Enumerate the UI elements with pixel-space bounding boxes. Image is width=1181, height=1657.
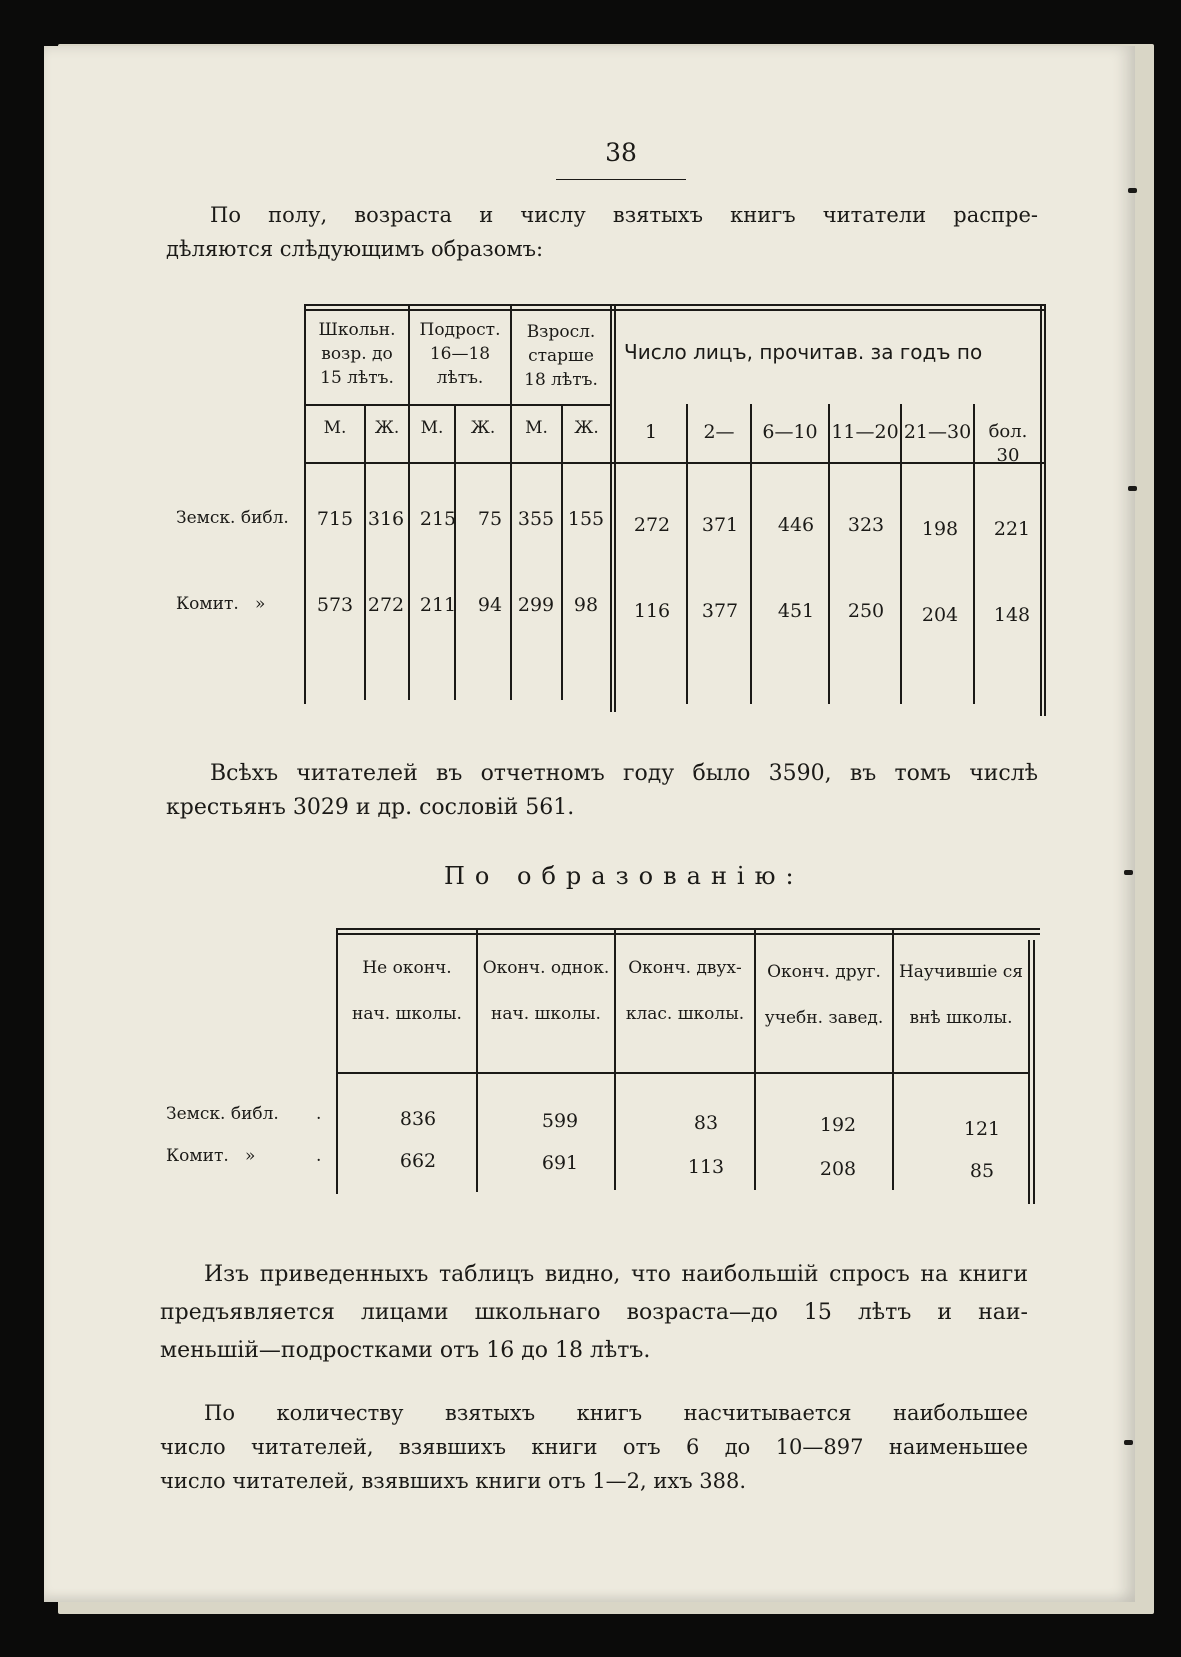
page-mark: [1124, 1440, 1133, 1445]
table-rule: [364, 404, 366, 700]
table-cell: 573: [316, 594, 354, 616]
total-line-2: крестьянъ 3029 и др. сословій 561.: [166, 795, 575, 820]
subheader-books: 11—20: [831, 421, 899, 443]
subheader-sex: Ж.: [574, 418, 599, 438]
table-cell: 599: [541, 1110, 579, 1132]
subheader-sex: Ж.: [470, 418, 496, 438]
edu-header-two-class: Оконч. двух- клас. школы.: [625, 958, 745, 1024]
row-label-committee: Комит. »: [166, 1146, 256, 1166]
table-rule: [750, 404, 752, 704]
edu-header-self-taught: Научившіе ся внѣ школы.: [898, 962, 1024, 1028]
table-rule: [336, 933, 1040, 935]
table-rule: [304, 462, 1044, 464]
table-cell: 198: [921, 518, 959, 540]
table-rule: [686, 404, 688, 704]
table-cell: 272: [633, 514, 671, 536]
table-cell: 836: [399, 1108, 437, 1130]
conclusion2-line-2: число читателей, взявшихъ книги отъ 6 до 10—897 наименьшее: [160, 1435, 1028, 1459]
table-rule: [454, 404, 456, 700]
subheader-books: бол. 30: [988, 421, 1028, 466]
table-cell: 446: [777, 514, 815, 536]
table-cell: 215: [419, 508, 457, 530]
table-rule: [828, 404, 830, 704]
table-cell: 323: [847, 514, 885, 536]
table-cell: 192: [819, 1114, 857, 1136]
table-cell: 148: [993, 604, 1031, 626]
table-cell: 377: [701, 600, 739, 622]
table-cell: 155: [567, 508, 605, 530]
conclusion1-line-2: предъявляется лицами школьнаго возраста—до 15 лѣтъ и наи-: [160, 1300, 1028, 1325]
subheader-books: 2—: [703, 421, 735, 443]
subheader-sex: Ж.: [374, 418, 400, 438]
table-cell: 355: [517, 508, 555, 530]
table-rule: [304, 404, 612, 406]
table-rule: [304, 304, 1044, 306]
conclusion1-line-1: Изъ приведенныхъ таблицъ видно, что наибольшій спросъ на книги: [204, 1262, 1028, 1287]
table-cell: 98: [573, 594, 599, 616]
edu-header-other-schools: Оконч. друг. учебн. завед.: [764, 962, 884, 1028]
conclusion1-line-3: меньшій—подростками отъ 16 до 18 лѣтъ.: [160, 1338, 651, 1363]
education-heading: По образованію:: [444, 862, 804, 890]
intro-paragraph: [166, 198, 1038, 266]
table-cell: 204: [921, 604, 959, 626]
page-mark: [1124, 870, 1133, 875]
header-school-age: Школьн. возр. до 15 лѣтъ.: [318, 320, 396, 388]
total-paragraph: [166, 757, 1038, 825]
table-cell: 211: [419, 594, 457, 616]
table-cell: 83: [693, 1112, 719, 1134]
subheader-sex: М.: [323, 418, 347, 438]
intro-line-2: дѣляются слѣдующимъ образомъ:: [166, 237, 544, 261]
subheader-sex: М.: [420, 418, 444, 438]
edu-header-one-class: Оконч. однок. нач. школы.: [482, 958, 610, 1024]
table-rule: [1028, 940, 1030, 1204]
table-cell: 94: [477, 594, 503, 616]
conclusion-paragraph-2: [160, 1396, 1028, 1498]
table-cell: 316: [367, 508, 405, 530]
table-cell: 662: [399, 1150, 437, 1172]
page-mark: [1128, 188, 1137, 193]
table-rule: [1040, 304, 1042, 716]
conclusion-paragraph-1: [160, 1256, 1028, 1370]
table-cell: 371: [701, 514, 739, 536]
row-label-zemstvo: Земск. библ.: [176, 508, 289, 528]
table-cell: 691: [541, 1152, 579, 1174]
table-rule: [336, 928, 1040, 930]
row-dot: .: [316, 1104, 322, 1124]
header-books-read: Число лицъ, прочитав. за годъ по: [624, 340, 983, 364]
subheader-books: 1: [644, 421, 658, 443]
page-number: 38: [556, 138, 686, 180]
table-cell: 85: [969, 1160, 995, 1182]
table-cell: 250: [847, 600, 885, 622]
total-line-1: Всѣхъ читателей въ отчетномъ году было 3590, въ томъ числѣ: [210, 761, 1038, 786]
table-rule: [304, 309, 1044, 311]
table-cell: 75: [477, 508, 503, 530]
table-cell: 451: [777, 600, 815, 622]
table-cell: 113: [687, 1156, 725, 1178]
table-cell: 208: [819, 1158, 857, 1180]
subheader-books: 21—30: [903, 421, 972, 443]
table-cell: 121: [963, 1118, 1001, 1140]
page-mark: [1128, 486, 1137, 491]
table-cell: 116: [633, 600, 671, 622]
subheader-books: 6—10: [762, 421, 818, 443]
conclusion2-line-1: По количеству взятыхъ книгъ насчитывается наибольшее: [204, 1401, 1028, 1425]
table-cell: 272: [367, 594, 405, 616]
intro-line-1: По полу, возраста и числу взятыхъ книгъ читатели распре-: [210, 203, 1038, 227]
table-cell: 221: [993, 518, 1031, 540]
conclusion2-line-3: число читателей, взявшихъ книги отъ 1—2, ихъ 388.: [160, 1469, 747, 1493]
table-rule: [900, 404, 902, 704]
row-dot: .: [316, 1146, 322, 1166]
row-label-committee: Комит. »: [176, 594, 266, 614]
table-rule: [1044, 304, 1046, 716]
table-cell: 299: [517, 594, 555, 616]
table-rule: [561, 404, 563, 700]
table-rule: [1033, 940, 1035, 1204]
row-label-zemstvo: Земск. библ.: [166, 1104, 279, 1124]
header-adults: Взросл. старше 18 лѣтъ.: [524, 322, 598, 390]
subheader-sex: М.: [525, 418, 548, 438]
header-adolescents: Подрост. 16—18 лѣтъ.: [419, 320, 501, 388]
table-cell: 715: [316, 508, 354, 530]
edu-header-incomplete-primary: Не оконч. нач. школы.: [352, 958, 462, 1024]
table-rule: [336, 1072, 1028, 1074]
